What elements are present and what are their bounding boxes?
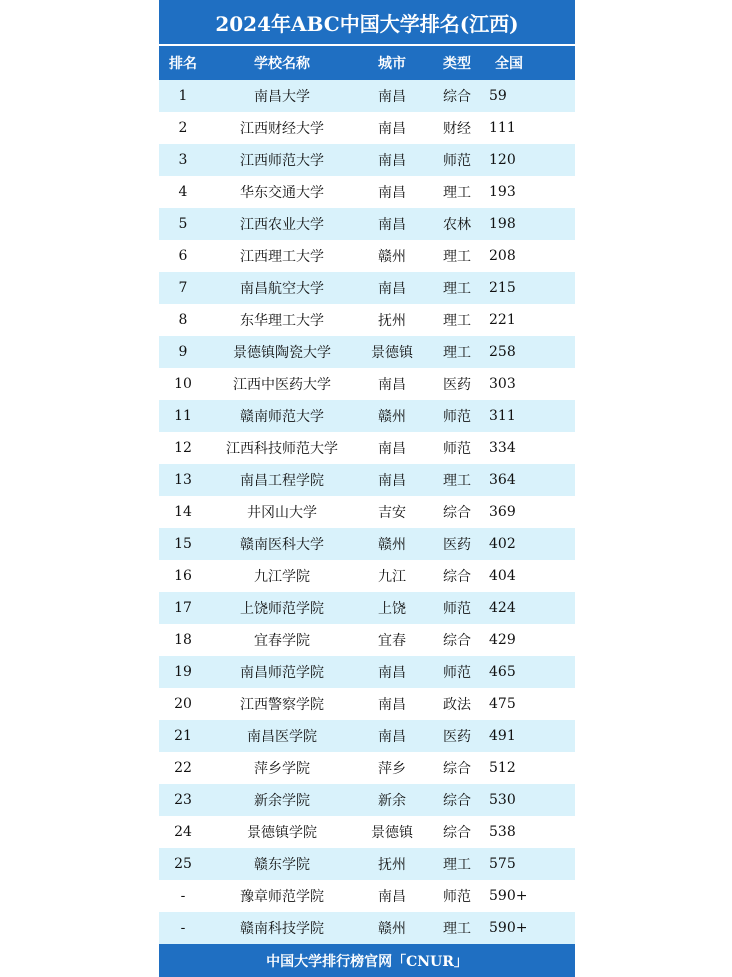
type-cell: 综合 (443, 825, 471, 841)
table-header (159, 46, 575, 80)
city-cell: 南昌 (378, 889, 406, 905)
table-row (159, 400, 575, 432)
national-rank-cell: 111 (489, 120, 516, 136)
type-cell: 理工 (443, 313, 471, 329)
national-rank-cell: 369 (489, 504, 516, 520)
rank-cell: 18 (174, 632, 192, 648)
type-cell: 综合 (443, 505, 471, 521)
type-cell: 医药 (443, 537, 471, 553)
type-cell: 综合 (443, 793, 471, 809)
city-cell: 上饶 (378, 601, 406, 617)
table-row (159, 432, 575, 464)
school-cell: 九江学院 (254, 569, 310, 585)
school-cell: 景德镇陶瓷大学 (233, 345, 331, 361)
school-cell: 江西理工大学 (240, 249, 324, 265)
type-cell: 师范 (443, 441, 471, 457)
school-cell: 上饶师范学院 (240, 601, 324, 617)
city-cell: 景德镇 (371, 345, 413, 361)
table-footer: 中国大学排行榜官网「CNUR」 (159, 944, 575, 977)
school-cell: 景德镇学院 (247, 825, 317, 841)
rank-cell: 23 (174, 792, 192, 808)
national-rank-cell: 465 (489, 664, 516, 680)
rank-cell: 6 (178, 248, 188, 264)
school-cell: 豫章师范学院 (240, 889, 324, 905)
city-cell: 赣州 (378, 537, 406, 553)
rank-cell: 25 (174, 856, 192, 872)
city-cell: 吉安 (378, 505, 406, 521)
national-rank-cell: 193 (489, 184, 516, 200)
national-rank-cell: 258 (489, 344, 516, 360)
rank-cell: 4 (178, 184, 188, 200)
rank-cell: 20 (174, 696, 192, 712)
table-row (159, 784, 575, 816)
city-cell: 南昌 (378, 121, 406, 137)
type-cell: 师范 (443, 153, 471, 169)
city-cell: 南昌 (378, 697, 406, 713)
school-cell: 江西中医药大学 (233, 377, 331, 393)
table-row (159, 144, 575, 176)
school-cell: 江西警察学院 (240, 697, 324, 713)
type-cell: 财经 (443, 121, 471, 137)
national-rank-cell: 429 (489, 632, 516, 648)
school-cell: 南昌航空大学 (240, 281, 324, 297)
table-row (159, 592, 575, 624)
header-rank: 排名 (169, 56, 197, 72)
rank-cell: 7 (178, 280, 188, 296)
city-cell: 抚州 (378, 857, 406, 873)
rank-cell: 2 (178, 120, 188, 136)
school-cell: 华东交通大学 (240, 185, 324, 201)
school-cell: 江西师范大学 (240, 153, 324, 169)
table-row (159, 624, 575, 656)
national-rank-cell: 364 (489, 472, 516, 488)
national-rank-cell: 590+ (489, 888, 528, 904)
school-cell: 江西农业大学 (240, 217, 324, 233)
city-cell: 景德镇 (371, 825, 413, 841)
city-cell: 赣州 (378, 249, 406, 265)
rank-cell: 16 (174, 568, 192, 584)
national-rank-cell: 424 (489, 600, 516, 616)
rank-cell: 13 (174, 472, 192, 488)
city-cell: 南昌 (378, 377, 406, 393)
national-rank-cell: 311 (489, 408, 516, 424)
national-rank-cell: 120 (489, 152, 516, 168)
national-rank-cell: 475 (489, 696, 516, 712)
city-cell: 赣州 (378, 409, 406, 425)
table-row (159, 496, 575, 528)
rank-cell: - (180, 920, 186, 936)
rank-cell: 12 (174, 440, 192, 456)
type-cell: 理工 (443, 249, 471, 265)
rank-cell: 15 (174, 536, 192, 552)
type-cell: 师范 (443, 409, 471, 425)
national-rank-cell: 215 (489, 280, 516, 296)
national-rank-cell: 402 (489, 536, 516, 552)
city-cell: 南昌 (378, 729, 406, 745)
type-cell: 综合 (443, 761, 471, 777)
type-cell: 政法 (443, 697, 471, 713)
table-row (159, 464, 575, 496)
table-row (159, 528, 575, 560)
header-national: 全国 (495, 56, 523, 72)
national-rank-cell: 491 (489, 728, 516, 744)
rank-cell: 3 (178, 152, 188, 168)
school-cell: 宜春学院 (254, 633, 310, 649)
type-cell: 理工 (443, 185, 471, 201)
type-cell: 医药 (443, 377, 471, 393)
table-title: 2024年ABC中国大学排名(江西) (159, 0, 575, 46)
table-row (159, 880, 575, 912)
table-row (159, 336, 575, 368)
city-cell: 南昌 (378, 217, 406, 233)
school-cell: 南昌医学院 (247, 729, 317, 745)
national-rank-cell: 221 (489, 312, 516, 328)
table-row (159, 848, 575, 880)
rank-cell: 24 (174, 824, 192, 840)
school-cell: 赣东学院 (254, 857, 310, 873)
type-cell: 理工 (443, 281, 471, 297)
table-row (159, 656, 575, 688)
national-rank-cell: 530 (489, 792, 516, 808)
table-row (159, 240, 575, 272)
rank-cell: 8 (178, 312, 188, 328)
city-cell: 赣州 (378, 921, 406, 937)
national-rank-cell: 575 (489, 856, 516, 872)
school-cell: 江西科技师范大学 (226, 441, 338, 457)
city-cell: 南昌 (378, 665, 406, 681)
city-cell: 南昌 (378, 89, 406, 105)
table-row (159, 112, 575, 144)
city-cell: 南昌 (378, 281, 406, 297)
city-cell: 南昌 (378, 185, 406, 201)
table-row (159, 272, 575, 304)
rank-cell: 11 (174, 408, 192, 424)
school-cell: 江西财经大学 (240, 121, 324, 137)
school-cell: 南昌大学 (254, 89, 310, 105)
table-row (159, 912, 575, 944)
school-cell: 萍乡学院 (254, 761, 310, 777)
type-cell: 综合 (443, 633, 471, 649)
city-cell: 萍乡 (378, 761, 406, 777)
type-cell: 综合 (443, 89, 471, 105)
city-cell: 南昌 (378, 441, 406, 457)
header-school: 学校名称 (254, 56, 310, 72)
table-row (159, 304, 575, 336)
city-cell: 南昌 (378, 153, 406, 169)
city-cell: 九江 (378, 569, 406, 585)
school-cell: 赣南科技学院 (240, 921, 324, 937)
school-cell: 南昌师范学院 (240, 665, 324, 681)
national-rank-cell: 208 (489, 248, 516, 264)
school-cell: 新余学院 (254, 793, 310, 809)
type-cell: 师范 (443, 601, 471, 617)
school-cell: 东华理工大学 (240, 313, 324, 329)
national-rank-cell: 198 (489, 216, 516, 232)
city-cell: 南昌 (378, 473, 406, 489)
rank-cell: 5 (178, 216, 188, 232)
city-cell: 抚州 (378, 313, 406, 329)
national-rank-cell: 404 (489, 568, 516, 584)
rank-cell: 22 (174, 760, 192, 776)
table-row (159, 368, 575, 400)
table-row (159, 208, 575, 240)
table-row (159, 176, 575, 208)
table-row (159, 816, 575, 848)
national-rank-cell: 512 (489, 760, 516, 776)
rank-cell: 1 (178, 88, 188, 104)
header-city: 城市 (378, 56, 406, 72)
type-cell: 理工 (443, 921, 471, 937)
header-type: 类型 (443, 56, 471, 72)
ranking-table (159, 0, 575, 977)
table-row (159, 752, 575, 784)
rank-cell: 10 (174, 376, 192, 392)
national-rank-cell: 590+ (489, 920, 528, 936)
table-row (159, 688, 575, 720)
type-cell: 师范 (443, 889, 471, 905)
table-row (159, 80, 575, 112)
city-cell: 新余 (378, 793, 406, 809)
rank-cell: 14 (174, 504, 192, 520)
national-rank-cell: 303 (489, 376, 516, 392)
school-cell: 赣南师范大学 (240, 409, 324, 425)
rank-cell: 9 (178, 344, 188, 360)
type-cell: 农林 (443, 217, 471, 233)
national-rank-cell: 334 (489, 440, 516, 456)
national-rank-cell: 538 (489, 824, 516, 840)
national-rank-cell: 59 (489, 88, 507, 104)
table-row (159, 560, 575, 592)
type-cell: 理工 (443, 857, 471, 873)
rank-cell: 17 (174, 600, 192, 616)
type-cell: 师范 (443, 665, 471, 681)
table-row (159, 720, 575, 752)
rank-cell: - (180, 888, 186, 904)
city-cell: 宜春 (378, 633, 406, 649)
type-cell: 理工 (443, 345, 471, 361)
rank-cell: 21 (174, 728, 192, 744)
type-cell: 理工 (443, 473, 471, 489)
rank-cell: 19 (174, 664, 192, 680)
school-cell: 赣南医科大学 (240, 537, 324, 553)
school-cell: 南昌工程学院 (240, 473, 324, 489)
school-cell: 井冈山大学 (247, 505, 317, 521)
type-cell: 综合 (443, 569, 471, 585)
table-body (159, 80, 575, 944)
type-cell: 医药 (443, 729, 471, 745)
